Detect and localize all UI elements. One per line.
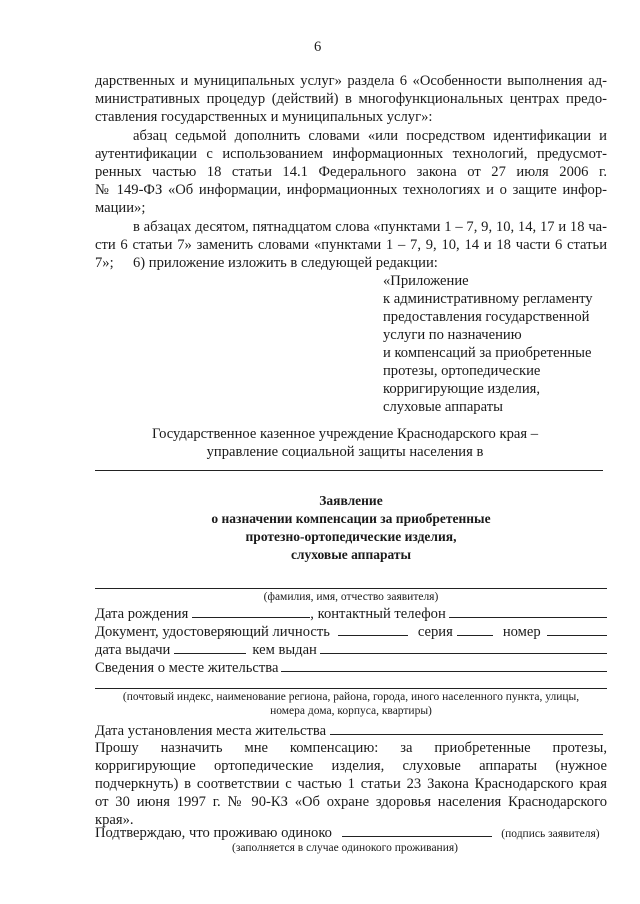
residence-row [95,658,607,677]
appendix-line: «Приложение [383,273,469,289]
residence-date-row [95,721,607,740]
page-number: 6 [314,39,322,55]
document-label: Документ, удостоверяющий личность [95,624,330,640]
alone-hint: (заполняется в случае одинокого проживания) [232,842,458,854]
form-subtitle-line: слуховые аппараты [290,547,412,562]
fio-hint: (фамилия, имя, отчество заявителя) [263,591,439,603]
residence-field-line2[interactable] [95,688,607,689]
amendment-line: дарственных и муниципальных услуг» раздела 6 «Особенности выполнения ад- [95,73,607,89]
issue-date-label: дата выдачи [95,642,171,658]
appendix-line: к административному регламенту [383,291,593,307]
document-row [95,622,607,641]
phone-field[interactable] [449,604,607,618]
confirm-label: Подтверждаю, что проживаю одиноко [95,825,332,841]
amendment-line: министративных процедур (действий) в многофункциональных центрах предо- [95,91,607,107]
appendix-line: услуги по назначению [383,327,522,343]
signature-hint: (подпись заявителя) [501,828,600,840]
amendment-line: абзац седьмой дополнить словами «или посредством идентификации и [133,128,607,144]
fio-field[interactable] [95,588,607,589]
document-type-field[interactable] [338,623,408,636]
address-hint: (почтовый индекс, наименование региона, района, города, иного населенного пункта, улицы, [122,691,580,703]
birth-date-label: Дата рождения [95,606,189,622]
form-subtitle-line: о назначении компенсации за приобретенные [211,511,491,526]
number-field[interactable] [547,622,607,636]
institution-line: Государственное казенное учреждение Краснодарского края – [151,426,539,442]
amendment-line: сти 6 статьи 7» заменить словами «пунктами 1 – 7, 9, 10, 14 и 18 части 6 статьи 7»; [95,237,607,271]
residence-date-field[interactable] [330,721,603,735]
birth-phone-row [95,604,607,623]
amendment-line: № 149-ФЗ «Об информации, информационных технологиях и о защите инфор- [95,182,607,198]
issue-date-field[interactable] [174,641,246,654]
residence-field[interactable] [281,658,607,672]
issue-row [95,640,607,659]
request-line: корригирующие ортопедические изделия, слуховые аппараты (нужное [95,758,607,774]
signature-field[interactable] [342,824,492,837]
amendment-line: мации»; [95,200,146,216]
confirm-row [95,824,607,842]
appendix-line: протезы, ортопедические [383,363,541,379]
birth-date-field[interactable] [192,605,310,618]
appendix-line: корригирующие изделия, [383,381,540,397]
amendment-line: аутентификации с использованием информационных технологий, предусмот- [95,146,607,162]
address-hint: номера дома, корпуса, квартиры) [270,705,432,717]
request-line: от 30 июня 1997 г. № 90-КЗ «Об охране здоровья населения Краснодарского [95,794,607,810]
amendment-line: ставления государственных и муниципальных услуг»: [95,109,433,125]
request-line: Прошу назначить мне компенсацию: за приобретенные протезы, [95,740,607,756]
series-field[interactable] [457,623,493,636]
phone-label: , контактный телефон [310,606,446,622]
amendment-line: ренных частью 18 статьи 14.1 Федерального закона от 27 июля 2006 г. [95,164,607,180]
form-title: Заявление [319,493,383,508]
issued-by-label: кем выдан [252,642,317,658]
residence-date-label: Дата установления места жительства [95,723,327,739]
institution-line: управление социальной защиты населения в [206,444,484,460]
residence-label: Сведения о месте жительства [95,660,279,676]
number-label: номер [502,624,541,640]
institution-blank-line[interactable] [95,470,603,471]
request-line: края». [95,812,134,828]
request-line: подчеркнуть) в соответствии с частью 1 статьи 23 Закона Краснодарского края [95,776,607,792]
form-subtitle-line: протезно-ортопедические изделия, [245,529,457,544]
appendix-line: слуховые аппараты [383,399,503,415]
issued-by-field[interactable] [320,640,607,654]
appendix-line: и компенсаций за приобретенные [383,345,592,361]
series-label: серия [417,624,453,640]
amendment-line: в абзацах десятом, пятнадцатом слова «пунктами 1 – 7, 9, 10, 14, 17 и 18 ча- [133,219,607,235]
appendix-line: предоставления государственной [383,309,590,325]
amendment-line: 6) приложение изложить в следующей редакции: [133,255,438,271]
